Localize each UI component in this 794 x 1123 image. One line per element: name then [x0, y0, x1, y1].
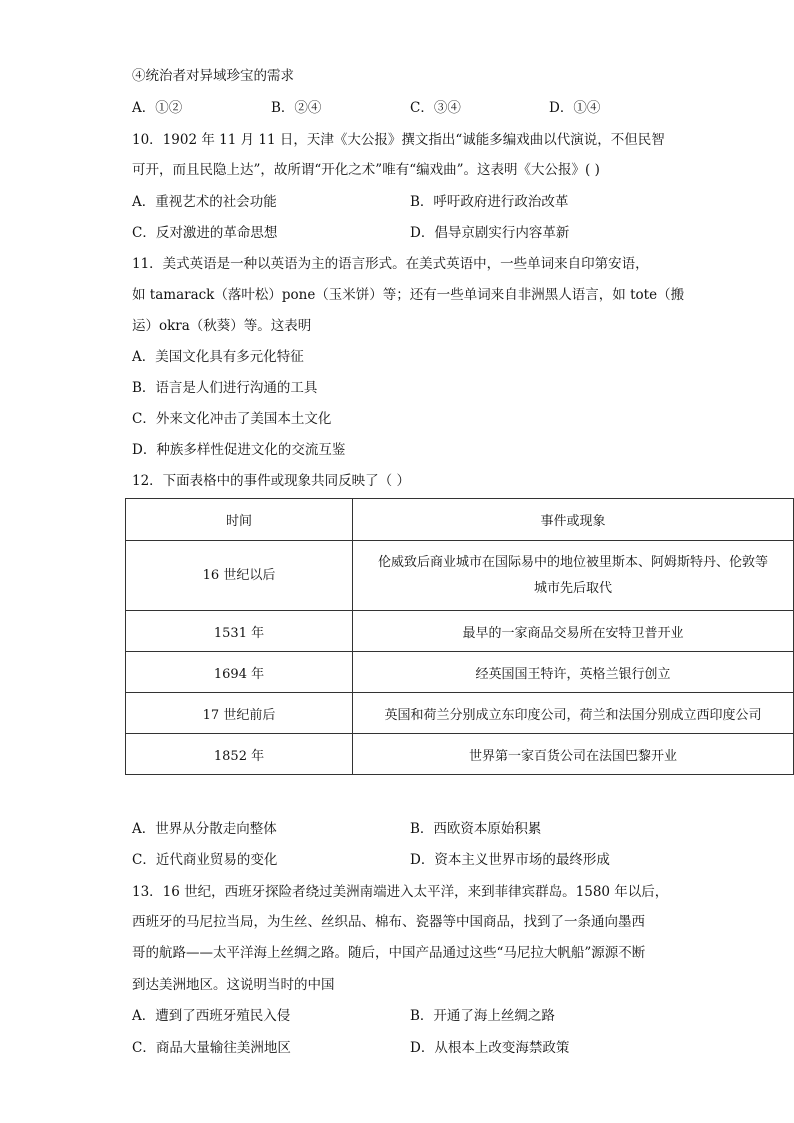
table-row: [126, 611, 794, 652]
q9-item4: ④统治者对异域珍宝的需求: [132, 68, 294, 84]
table-row: [126, 541, 794, 611]
q13-stem-line3: 哥的航路——太平洋海上丝绸之路。随后，中国产品通过这些“马尼拉大帆船”源源不断: [132, 945, 646, 961]
q13-option-a[interactable]: A．遭到了西班牙殖民入侵: [132, 1008, 291, 1024]
q12-stem: 12．下面表格中的事件或现象共同反映了（ ）: [132, 473, 410, 489]
q13-stem-line2: 西班牙的马尼拉当局，为生丝、丝织品、棉布、瓷器等中国商品，找到了一条通向墨西: [132, 914, 645, 930]
q11-stem-line2: 如 tamarack（落叶松）pone（玉米饼）等；还有一些单词来自非洲黑人语言，如 tote（搬: [132, 287, 685, 303]
q10-option-b[interactable]: B．呼吁政府进行政治改革: [410, 194, 569, 210]
q11-option-c[interactable]: C．外来文化冲击了美国本土文化: [132, 411, 332, 427]
time-cell: 16 世纪以后: [126, 541, 353, 611]
header-time: 时间: [126, 499, 353, 541]
q9-option-d[interactable]: D．①④: [549, 100, 601, 116]
q13-option-d[interactable]: D．从根本上改变海禁政策: [410, 1040, 570, 1056]
time-cell: 1852 年: [126, 734, 353, 775]
q11-option-a[interactable]: A．美国文化具有多元化特征: [132, 349, 304, 365]
event-cell-line: 伦威致后商业城市在国际易中的地位被里斯本、阿姆斯特丹、伦敦等: [377, 554, 768, 570]
q10-stem-line2: 可开，而且民隐上达”，故所谓“开化之术”唯有“编戏曲”。这表明《大公报》( ): [132, 162, 600, 178]
q12-option-d[interactable]: D．资本主义世界市场的最终形成: [410, 852, 610, 868]
q11-option-b[interactable]: B．语言是人们进行沟通的工具: [132, 380, 318, 396]
q12-option-a[interactable]: A．世界从分散走向整体: [132, 821, 277, 837]
q10-stem-line1: 10．1902 年 11 月 11 日，天津《大公报》撰文指出“诚能多编戏曲以代演说，不但民智: [132, 132, 665, 148]
q13-stem-line1: 13．16 世纪，西班牙探险者绕过美洲南端进入太平洋，来到菲律宾群岛。1580 年以后，: [132, 884, 669, 900]
table-header-row: [126, 499, 794, 541]
q11-stem-line1: 11．美式英语是一种以英语为主的语言形式。在美式英语中，一些单词来自印第安语，: [132, 256, 649, 272]
table-row: [126, 652, 794, 693]
event-cell: 世界第一家百货公司在法国巴黎开业: [353, 734, 794, 775]
event-cell: [353, 541, 794, 611]
q9-option-c[interactable]: C．③④: [410, 100, 461, 116]
time-cell: 1694 年: [126, 652, 353, 693]
time-cell: 17 世纪前后: [126, 693, 353, 734]
q13-stem-line4: 到达美洲地区。这说明当时的中国: [132, 977, 335, 993]
q9-options: [132, 98, 692, 118]
table-row: [126, 693, 794, 734]
event-cell: 经英国国王特许，英格兰银行创立: [353, 652, 794, 693]
q10-option-c[interactable]: C．反对激进的革命思想: [132, 225, 278, 241]
header-event: 事件或现象: [353, 499, 794, 541]
q13-option-c[interactable]: C．商品大量输往美洲地区: [132, 1040, 291, 1056]
q13-option-b[interactable]: B．开通了海上丝绸之路: [410, 1008, 555, 1024]
q12-option-c[interactable]: C．近代商业贸易的变化: [132, 852, 278, 868]
table-row: [126, 734, 794, 775]
q11-option-d[interactable]: D．种族多样性促进文化的交流互鉴: [132, 442, 346, 458]
q10-option-a[interactable]: A．重视艺术的社会功能: [132, 194, 277, 210]
q9-option-b[interactable]: B．②④: [271, 100, 322, 116]
event-cell: 英国和荷兰分别成立东印度公司，荷兰和法国分别成立西印度公司: [353, 693, 794, 734]
event-cell-line: 城市先后取代: [533, 580, 612, 596]
event-cell: 最早的一家商品交易所在安特卫普开业: [353, 611, 794, 652]
time-cell: 1531 年: [126, 611, 353, 652]
events-table: [125, 498, 794, 775]
q11-stem-line3: 运）okra（秋葵）等。这表明: [132, 318, 312, 334]
q9-option-a[interactable]: A．①②: [132, 100, 183, 116]
q10-option-d[interactable]: D．倡导京剧实行内容革新: [410, 225, 570, 241]
q12-option-b[interactable]: B．西欧资本原始积累: [410, 821, 542, 837]
